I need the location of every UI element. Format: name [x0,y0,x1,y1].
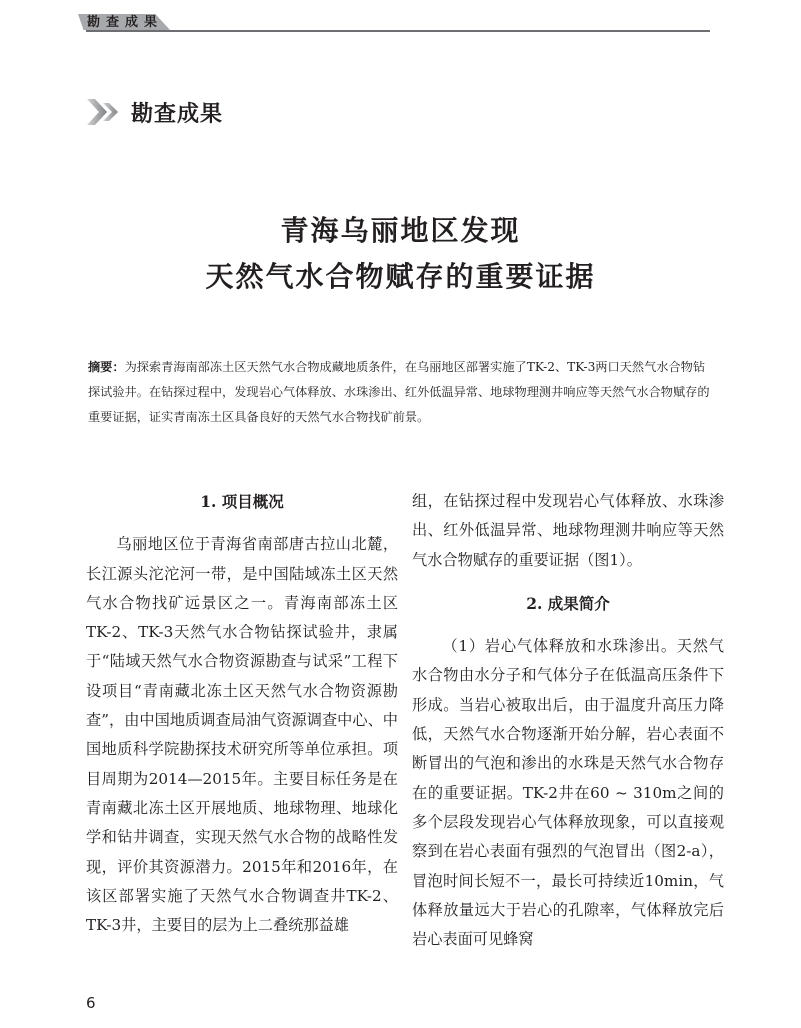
double-chevron-right-icon [85,97,125,127]
abstract-label: 摘要： [88,360,125,374]
right-column [412,487,724,954]
running-head-text: 勘查成果 [87,15,164,30]
section1-paragraph-continued: 组，在钻探过程中发现岩心气体释放、水珠渗出、红外低温异常、地球物理测井响应等天然气水合物赋存的重要证据（图1）。 [412,492,724,569]
section1-heading: 1. 项目概况 [200,492,284,511]
article-title-line1: 青海乌丽地区发现 [280,214,521,247]
abstract-text: 为探索青海南部冻土区天然气水合物成藏地质条件，在乌丽地区部署实施了TK-2、TK-3两口天然气水合物钻探试验井。在钻探过程中，发现岩心气体释放、水珠渗出、红外低温异常、地球物理测井响应等天然气水合物赋存的重要证据，证实青南冻土区具备良好的天然气水合物找矿前景。 [88,360,710,424]
article-title-line2: 天然气水合物赋存的重要证据 [205,260,596,293]
abstract [88,355,714,430]
header-rule [86,30,710,32]
section1-paragraph: 乌丽地区位于青海省南部唐古拉山北麓，长江源头沱沱河一带，是中国陆域冻土区天然气水合物找矿远景区之一。青海南部冻土区TK-2、TK-3天然气水合物钻探试验井，隶属于“陆域天然气水合物资源勘查与试采”工程下设项目“青南藏北冻土区天然气水合物资源勘查”，由中国地质调查局油气资源调查中心、中国地质科学院勘探技术研究所等单位承担。项目周期为2014—2015年。主要目标任务是在青南藏北冻土区开展地质、地球物理、地球化学和钻井调查，实现天然气水合物的战略性发现，评价其资源潜力。2015年和2016年，在该区部署实施了天然气水合物调查井TK-2、TK-3井，主要目的层为上二叠统那益雄 [86,535,398,935]
section2-paragraph: （1）岩心气体释放和水珠渗出。天然气水合物由水分子和气体分子在低温高压条件下形成。当岩心被取出后，由于温度升高压力降低，天然气水合物逐渐开始分解，岩心表面不断冒出的气泡和渗出的水珠是天然气水合物存在的重要证据。TK-2井在60 ~ 310m之间的多个层段发现岩心气体释放现象，可以直接观察到在岩心表面有强烈的气泡冒出（图2-a），冒泡时间长短不一，最长可持续近10min，气体释放量远大于岩心的孔隙率，气体释放完后岩心表面可见蜂窝 [412,637,724,949]
section-title: 勘查成果 [131,100,224,127]
left-column [86,487,398,940]
running-head [78,14,170,30]
section2-heading: 2. 成果简介 [526,593,610,613]
page-number: 6 [86,994,96,1012]
section-banner [85,95,223,129]
